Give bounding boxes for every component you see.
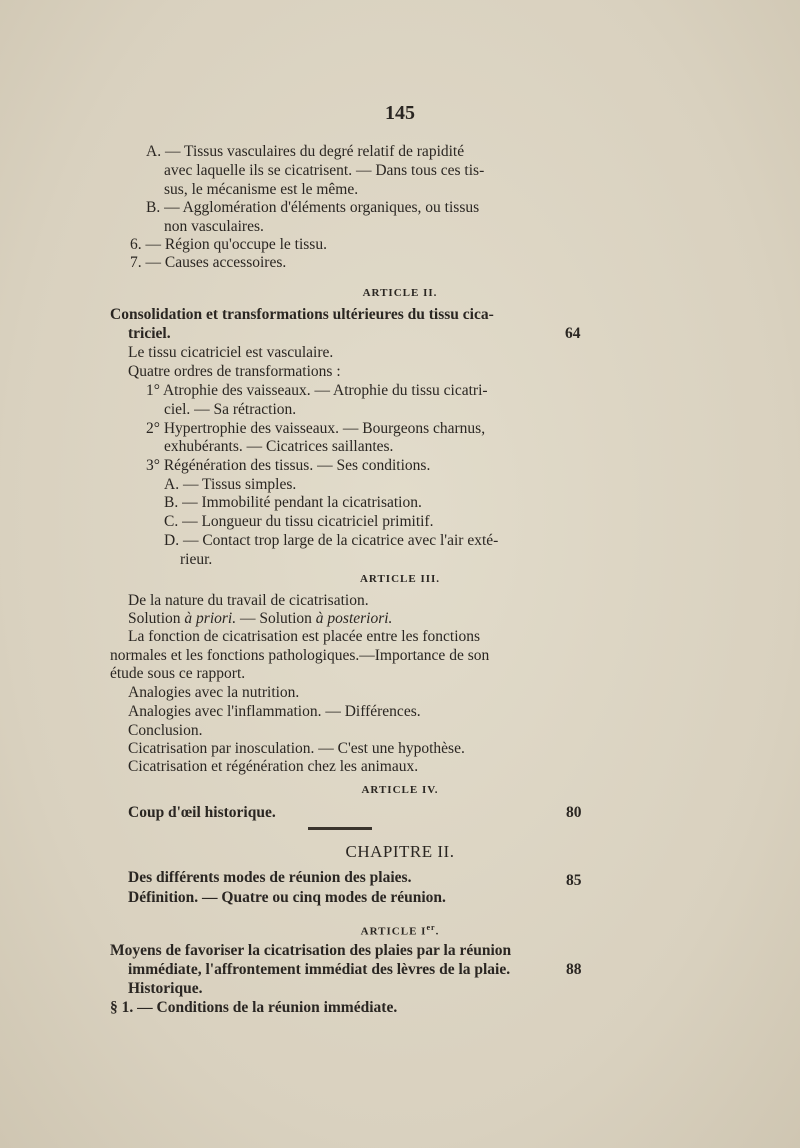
- toc-line: rieur.: [180, 551, 213, 568]
- solution-italic: à priori.: [184, 610, 237, 627]
- toc-line: [128, 610, 392, 628]
- article-title: triciel.: [128, 325, 171, 342]
- toc-line: Analogies avec la nutrition.: [128, 684, 300, 701]
- toc-line: Coup d'œil historique.: [128, 804, 276, 821]
- toc-line: B. — Immobilité pendant la cicatrisation.: [164, 494, 422, 511]
- toc-line: normales et les fonctions pathologiques.—Importance de son: [110, 647, 490, 664]
- toc-line: 7. — Causes accessoires.: [130, 254, 287, 271]
- toc-line: 6. — Région qu'occupe le tissu.: [130, 236, 327, 253]
- toc-line: Historique.: [128, 980, 203, 997]
- chapter-title: CHAPITRE II.: [345, 842, 455, 861]
- page-ref: 85: [566, 872, 582, 889]
- toc-line: Analogies avec l'inflammation. — Différences.: [128, 703, 421, 720]
- toc-line: Moyens de favoriser la cicatrisation des plaies par la réunion: [110, 942, 512, 959]
- toc-line: C. — Longueur du tissu cicatriciel primitif.: [164, 513, 434, 530]
- toc-line: La fonction de cicatrisation est placée entre les fonctions: [128, 628, 481, 645]
- toc-line: exhubérants. — Cicatrices saillantes.: [164, 438, 394, 455]
- article-heading: ARTICLE IV.: [361, 784, 439, 796]
- toc-line: étude sous ce rapport.: [110, 665, 246, 682]
- toc-line: sus, le mécanisme est le même.: [164, 181, 359, 198]
- toc-line: De la nature du travail de cicatrisation.: [128, 592, 369, 609]
- toc-line: Définition. — Quatre ou cinq modes de réunion.: [128, 889, 446, 906]
- toc-line: A. — Tissus vasculaires du degré relatif de rapidité: [146, 143, 465, 160]
- divider-rule: [308, 827, 372, 830]
- toc-line: non vasculaires.: [164, 218, 264, 235]
- toc-line: Le tissu cicatriciel est vasculaire.: [128, 344, 334, 361]
- solution-text: Solution: [128, 610, 185, 627]
- toc-line: § 1. — Conditions de la réunion immédiate.: [110, 999, 398, 1016]
- page-ref: 64: [565, 325, 581, 342]
- toc-line: Des différents modes de réunion des plaies.: [128, 869, 412, 886]
- toc-line: Quatre ordres de transformations :: [128, 363, 341, 380]
- toc-line: Conclusion.: [128, 722, 203, 739]
- article-heading-sup: er: [426, 923, 436, 932]
- toc-line: 1° Atrophie des vaisseaux. — Atrophie du tissu cicatri-: [146, 382, 488, 399]
- article-heading-text: ARTICLE I: [360, 925, 427, 938]
- article-title: Consolidation et transformations ultérieures du tissu cica-: [110, 306, 494, 323]
- page-ref: 88: [566, 961, 582, 978]
- toc-line: D. — Contact trop large de la cicatrice avec l'air exté-: [164, 532, 499, 549]
- article-heading: ARTICLE III.: [359, 573, 441, 585]
- article-heading-text: .: [435, 925, 440, 938]
- article-heading: [0, 919, 800, 941]
- toc-line: 2° Hypertrophie des vaisseaux. — Bourgeons charnus,: [146, 420, 486, 437]
- toc-line: ciel. — Sa rétraction.: [164, 401, 297, 418]
- toc-line: 3° Régénération des tissus. — Ses conditions.: [146, 457, 431, 474]
- toc-line: immédiate, l'affrontement immédiat des lèvres de la plaie.: [128, 961, 511, 978]
- solution-text: — Solution: [236, 610, 316, 627]
- toc-line: B. — Agglomération d'éléments organiques, ou tissus: [146, 199, 480, 216]
- toc-line: Cicatrisation et régénération chez les animaux.: [128, 758, 419, 775]
- page-number: 145: [385, 102, 415, 124]
- page-ref: 80: [566, 804, 582, 821]
- toc-line: A. — Tissus simples.: [164, 476, 297, 493]
- article-heading: ARTICLE II.: [362, 287, 438, 299]
- solution-italic: à posteriori.: [315, 610, 393, 627]
- toc-line: Cicatrisation par inosculation. — C'est une hypothèse.: [128, 740, 465, 757]
- toc-line: avec laquelle ils se cicatrisent. — Dans tous ces tis-: [164, 162, 485, 179]
